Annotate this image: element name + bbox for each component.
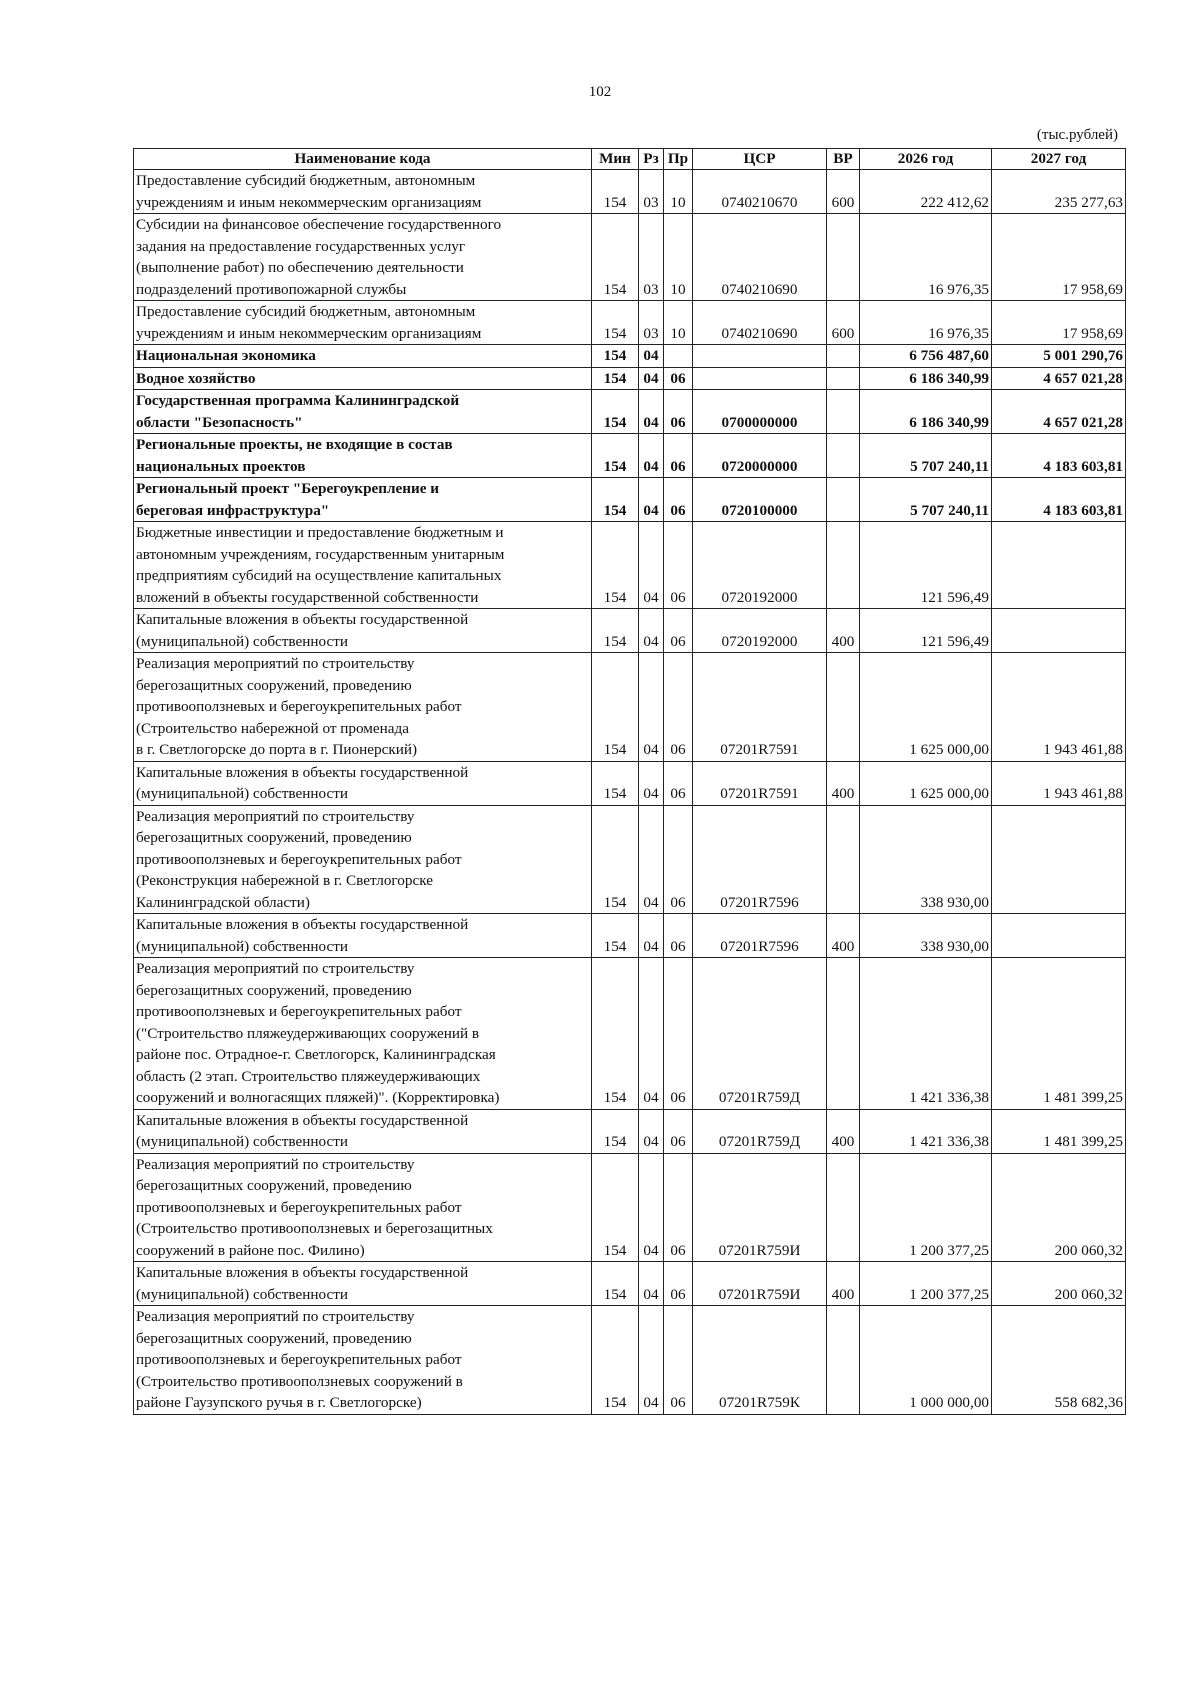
cell-2027: 1 481 399,25 xyxy=(992,1109,1126,1153)
cell-vr: 400 xyxy=(827,914,860,958)
cell-csr: 07201R7591 xyxy=(693,761,827,805)
cell-min: 154 xyxy=(592,1109,639,1153)
cell-2026: 338 930,00 xyxy=(860,805,992,914)
cell-min: 154 xyxy=(592,609,639,653)
header-2026: 2026 год xyxy=(860,149,992,170)
cell-pr: 06 xyxy=(664,478,693,522)
cell-rz: 04 xyxy=(639,761,664,805)
cell-min: 154 xyxy=(592,390,639,434)
cell-name: Предоставление субсидий бюджетным, автономным учреждениям и иным некоммерческим организациям xyxy=(134,170,592,214)
table-body xyxy=(134,170,1126,1415)
cell-2027 xyxy=(992,609,1126,653)
cell-csr: 0720192000 xyxy=(693,609,827,653)
cell-2026: 16 976,35 xyxy=(860,214,992,301)
cell-pr: 06 xyxy=(664,522,693,609)
cell-name: Предоставление субсидий бюджетным, автономным учреждениям и иным некоммерческим организациям xyxy=(134,301,592,345)
cell-2026: 121 596,49 xyxy=(860,609,992,653)
cell-2027: 1 943 461,88 xyxy=(992,761,1126,805)
table-row xyxy=(134,390,1126,434)
cell-rz: 04 xyxy=(639,390,664,434)
cell-vr: 600 xyxy=(827,170,860,214)
table-row xyxy=(134,761,1126,805)
table-row xyxy=(134,367,1126,390)
table-header-row xyxy=(134,149,1126,170)
cell-2027: 17 958,69 xyxy=(992,301,1126,345)
cell-rz: 04 xyxy=(639,609,664,653)
cell-2026: 6 186 340,99 xyxy=(860,390,992,434)
cell-name: Реализация мероприятий по строительству берегозащитных сооружений, проведению противооползневых и берегоукрепительных работ ("Строительство пляжеудерживающих сооружений в районе пос. Отрадное-г. Светлогорск, Калининградская область (2 этап. Строительство пляжеудерживающих сооружений и волногасящих пляжей)". (Корректировка) xyxy=(134,958,592,1110)
cell-name: Государственная программа Калининградской области "Безопасность" xyxy=(134,390,592,434)
header-min: Мин xyxy=(592,149,639,170)
cell-min: 154 xyxy=(592,1153,639,1262)
cell-min: 154 xyxy=(592,434,639,478)
cell-csr: 0700000000 xyxy=(693,390,827,434)
cell-pr xyxy=(664,345,693,368)
table-row xyxy=(134,345,1126,368)
cell-min: 154 xyxy=(592,345,639,368)
cell-2026: 6 756 487,60 xyxy=(860,345,992,368)
cell-2027: 4 183 603,81 xyxy=(992,434,1126,478)
cell-min: 154 xyxy=(592,761,639,805)
cell-rz: 04 xyxy=(639,434,664,478)
cell-name: Реализация мероприятий по строительству берегозащитных сооружений, проведению противооползневых и берегоукрепительных работ (Строительство противооползневых и берегозащитных сооружений в районе пос. Филино) xyxy=(134,1153,592,1262)
cell-2026: 5 707 240,11 xyxy=(860,434,992,478)
cell-name: Бюджетные инвестиции и предоставление бюджетным и автономным учреждениям, государственным унитарным предприятиям субсидий на осуществление капитальных вложений в объекты государственной собственности xyxy=(134,522,592,609)
header-vr: ВР xyxy=(827,149,860,170)
cell-vr xyxy=(827,805,860,914)
header-name: Наименование кода xyxy=(134,149,592,170)
table-row xyxy=(134,609,1126,653)
cell-2027: 17 958,69 xyxy=(992,214,1126,301)
cell-name: Национальная экономика xyxy=(134,345,592,368)
table-row xyxy=(134,170,1126,214)
cell-vr: 400 xyxy=(827,761,860,805)
table-row xyxy=(134,1262,1126,1306)
cell-name: Капитальные вложения в объекты государственной (муниципальной) собственности xyxy=(134,1262,592,1306)
cell-csr: 0740210690 xyxy=(693,301,827,345)
cell-2026: 1 421 336,38 xyxy=(860,958,992,1110)
cell-rz: 04 xyxy=(639,1153,664,1262)
cell-2027 xyxy=(992,805,1126,914)
cell-min: 154 xyxy=(592,958,639,1110)
cell-rz: 04 xyxy=(639,1306,664,1415)
header-2027: 2027 год xyxy=(992,149,1126,170)
cell-2026: 338 930,00 xyxy=(860,914,992,958)
cell-rz: 03 xyxy=(639,214,664,301)
cell-2026: 1 200 377,25 xyxy=(860,1262,992,1306)
table-row xyxy=(134,1306,1126,1415)
cell-vr xyxy=(827,1306,860,1415)
cell-name: Капитальные вложения в объекты государственной (муниципальной) собственности xyxy=(134,1109,592,1153)
cell-name: Региональный проект "Берегоукрепление и береговая инфраструктура" xyxy=(134,478,592,522)
cell-vr xyxy=(827,1153,860,1262)
cell-csr: 07201R759Д xyxy=(693,1109,827,1153)
cell-vr xyxy=(827,390,860,434)
cell-min: 154 xyxy=(592,522,639,609)
cell-rz: 04 xyxy=(639,345,664,368)
cell-name: Субсидии на финансовое обеспечение государственного задания на предоставление государственных услуг (выполнение работ) по обеспечению деятельности подразделений противопожарной службы xyxy=(134,214,592,301)
cell-2026: 222 412,62 xyxy=(860,170,992,214)
cell-2026: 1 625 000,00 xyxy=(860,761,992,805)
cell-rz: 04 xyxy=(639,958,664,1110)
cell-pr: 06 xyxy=(664,958,693,1110)
table-row xyxy=(134,522,1126,609)
cell-name: Реализация мероприятий по строительству берегозащитных сооружений, проведению противооползневых и берегоукрепительных работ (Строительство противооползневых сооружений в районе Гаузупского ручья в г. Светлогорске) xyxy=(134,1306,592,1415)
cell-pr: 06 xyxy=(664,434,693,478)
cell-csr: 07201R759И xyxy=(693,1153,827,1262)
cell-vr xyxy=(827,434,860,478)
cell-pr: 06 xyxy=(664,1153,693,1262)
cell-csr: 0740210690 xyxy=(693,214,827,301)
cell-rz: 04 xyxy=(639,653,664,762)
cell-csr: 07201R7596 xyxy=(693,914,827,958)
cell-pr: 10 xyxy=(664,170,693,214)
table-row xyxy=(134,1153,1126,1262)
cell-csr: 07201R759И xyxy=(693,1262,827,1306)
cell-vr xyxy=(827,958,860,1110)
cell-vr: 600 xyxy=(827,301,860,345)
header-rz: Рз xyxy=(639,149,664,170)
cell-2026: 6 186 340,99 xyxy=(860,367,992,390)
cell-2027: 5 001 290,76 xyxy=(992,345,1126,368)
cell-csr: 0720192000 xyxy=(693,522,827,609)
page-number: 102 xyxy=(588,84,612,100)
cell-min: 154 xyxy=(592,367,639,390)
cell-rz: 04 xyxy=(639,1262,664,1306)
cell-2027: 4 657 021,28 xyxy=(992,390,1126,434)
cell-pr: 06 xyxy=(664,1306,693,1415)
cell-2027: 1 481 399,25 xyxy=(992,958,1126,1110)
cell-pr: 06 xyxy=(664,653,693,762)
cell-csr: 07201R759Д xyxy=(693,958,827,1110)
table-row xyxy=(134,914,1126,958)
cell-vr: 400 xyxy=(827,1109,860,1153)
cell-name: Капитальные вложения в объекты государственной (муниципальной) собственности xyxy=(134,761,592,805)
cell-name: Водное хозяйство xyxy=(134,367,592,390)
cell-vr: 400 xyxy=(827,609,860,653)
cell-2027: 200 060,32 xyxy=(992,1262,1126,1306)
cell-2026: 1 421 336,38 xyxy=(860,1109,992,1153)
cell-name: Реализация мероприятий по строительству берегозащитных сооружений, проведению противооползневых и берегоукрепительных работ (Строительство набережной от променада в г. Светлогорске до порта в г. Пионерский) xyxy=(134,653,592,762)
cell-csr: 07201R7596 xyxy=(693,805,827,914)
cell-name: Региональные проекты, не входящие в состав национальных проектов xyxy=(134,434,592,478)
budget-table xyxy=(133,148,1126,1415)
table-row xyxy=(134,214,1126,301)
cell-csr: 0740210670 xyxy=(693,170,827,214)
cell-2026: 1 625 000,00 xyxy=(860,653,992,762)
cell-2027: 200 060,32 xyxy=(992,1153,1126,1262)
cell-pr: 06 xyxy=(664,1262,693,1306)
cell-name: Капитальные вложения в объекты государственной (муниципальной) собственности xyxy=(134,609,592,653)
cell-pr: 10 xyxy=(664,214,693,301)
cell-min: 154 xyxy=(592,653,639,762)
cell-rz: 04 xyxy=(639,805,664,914)
cell-min: 154 xyxy=(592,478,639,522)
cell-vr xyxy=(827,345,860,368)
cell-csr: 07201R7591 xyxy=(693,653,827,762)
cell-min: 154 xyxy=(592,1306,639,1415)
cell-rz: 04 xyxy=(639,522,664,609)
cell-min: 154 xyxy=(592,214,639,301)
cell-csr: 0720000000 xyxy=(693,434,827,478)
cell-rz: 04 xyxy=(639,478,664,522)
header-pr: Пр xyxy=(664,149,693,170)
cell-min: 154 xyxy=(592,914,639,958)
cell-vr xyxy=(827,478,860,522)
cell-min: 154 xyxy=(592,170,639,214)
cell-2026: 1 200 377,25 xyxy=(860,1153,992,1262)
header-csr: ЦСР xyxy=(693,149,827,170)
cell-pr: 06 xyxy=(664,761,693,805)
cell-2027: 235 277,63 xyxy=(992,170,1126,214)
cell-pr: 06 xyxy=(664,609,693,653)
cell-2027: 4 657 021,28 xyxy=(992,367,1126,390)
table-row xyxy=(134,653,1126,762)
cell-rz: 04 xyxy=(639,914,664,958)
cell-name: Капитальные вложения в объекты государственной (муниципальной) собственности xyxy=(134,914,592,958)
cell-csr: 0720100000 xyxy=(693,478,827,522)
cell-pr: 06 xyxy=(664,805,693,914)
cell-2027: 4 183 603,81 xyxy=(992,478,1126,522)
cell-2026: 16 976,35 xyxy=(860,301,992,345)
cell-rz: 03 xyxy=(639,170,664,214)
cell-2027: 558 682,36 xyxy=(992,1306,1126,1415)
cell-2026: 121 596,49 xyxy=(860,522,992,609)
cell-2026: 5 707 240,11 xyxy=(860,478,992,522)
cell-csr xyxy=(693,367,827,390)
cell-2027: 1 943 461,88 xyxy=(992,653,1126,762)
cell-rz: 04 xyxy=(639,1109,664,1153)
cell-pr: 10 xyxy=(664,301,693,345)
table-row xyxy=(134,434,1126,478)
cell-pr: 06 xyxy=(664,1109,693,1153)
cell-csr xyxy=(693,345,827,368)
table-row xyxy=(134,1109,1126,1153)
table-row xyxy=(134,301,1126,345)
cell-vr xyxy=(827,214,860,301)
table-row xyxy=(134,958,1126,1110)
cell-2027 xyxy=(992,914,1126,958)
cell-rz: 03 xyxy=(639,301,664,345)
cell-csr: 07201R759К xyxy=(693,1306,827,1415)
cell-min: 154 xyxy=(592,301,639,345)
cell-pr: 06 xyxy=(664,914,693,958)
cell-2026: 1 000 000,00 xyxy=(860,1306,992,1415)
cell-pr: 06 xyxy=(664,367,693,390)
cell-vr xyxy=(827,522,860,609)
cell-min: 154 xyxy=(592,1262,639,1306)
cell-min: 154 xyxy=(592,805,639,914)
units-label: (тыс.рублей) xyxy=(1036,127,1118,143)
cell-vr xyxy=(827,653,860,762)
cell-rz: 04 xyxy=(639,367,664,390)
cell-pr: 06 xyxy=(664,390,693,434)
cell-vr: 400 xyxy=(827,1262,860,1306)
cell-vr xyxy=(827,367,860,390)
cell-name: Реализация мероприятий по строительству берегозащитных сооружений, проведению противооползневых и берегоукрепительных работ (Реконструкция набережной в г. Светлогорске Калининградской области) xyxy=(134,805,592,914)
cell-2027 xyxy=(992,522,1126,609)
table-row xyxy=(134,478,1126,522)
table-row xyxy=(134,805,1126,914)
